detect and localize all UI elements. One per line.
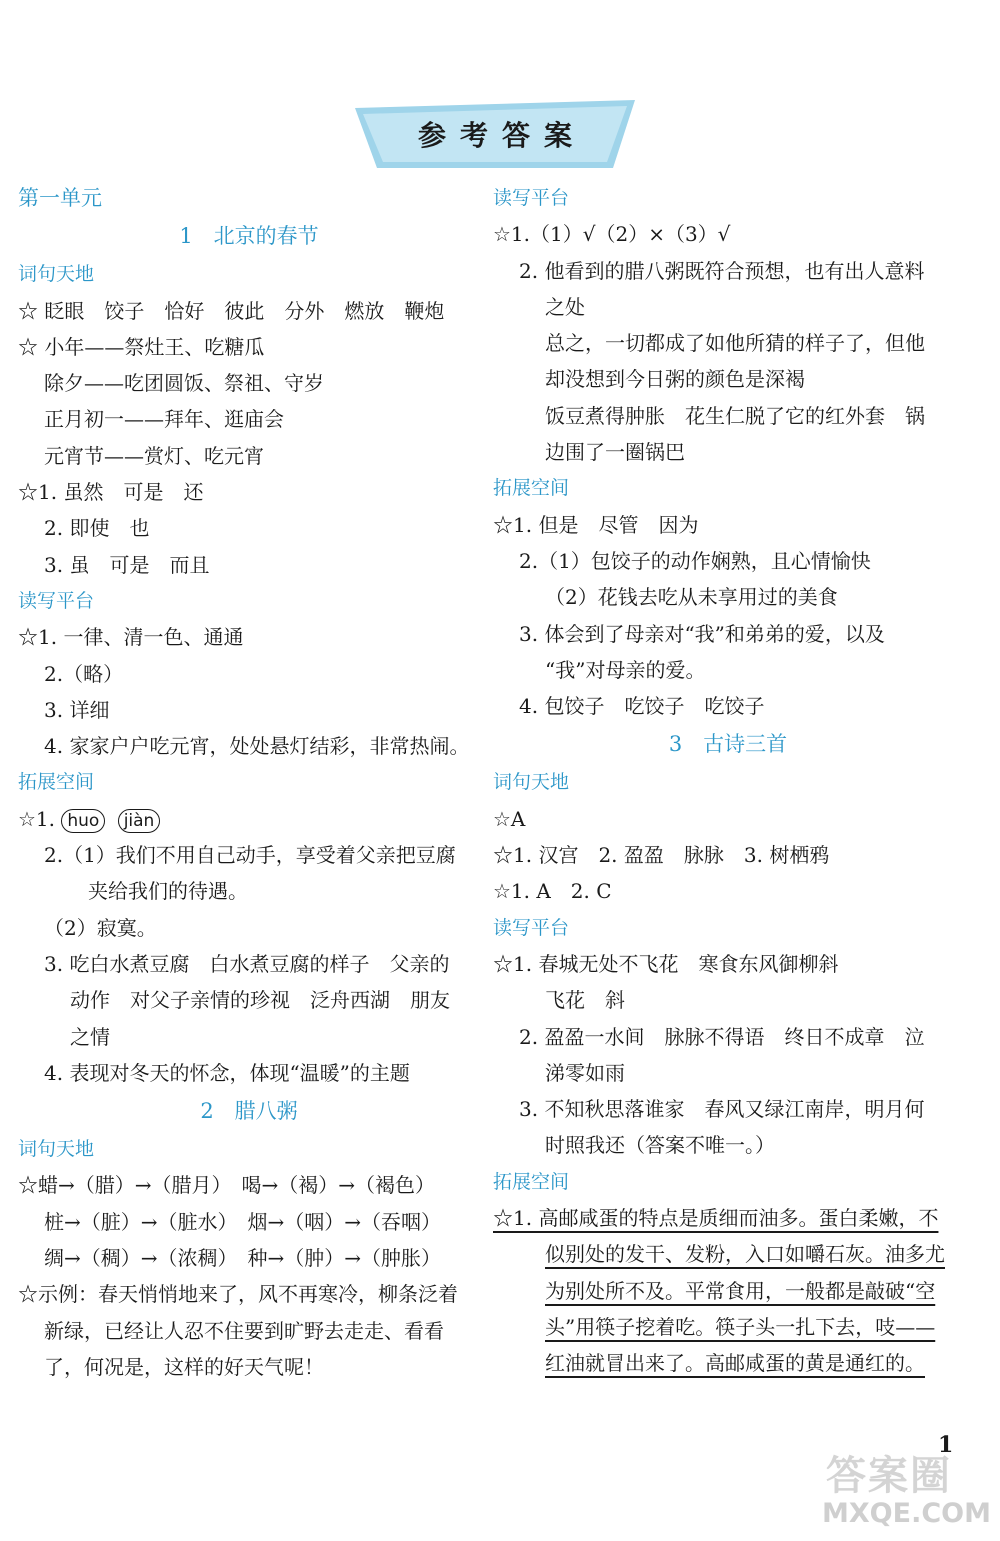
answer-line: 3. 详细: [44, 697, 110, 722]
answer-line: 除夕——吃团圆饭、祭祖、守岁: [44, 371, 324, 396]
answer-line: ☆1. 汉宫 2. 盈盈 脉脉 3. 树栖鸦: [493, 843, 830, 868]
answer-line: 头”用筷子挖着吃。筷子头一扎下去，吱——: [545, 1314, 936, 1339]
section-heading: 词句天地: [18, 263, 95, 286]
section-heading: 读写平台: [493, 916, 570, 939]
answer-line: 却没想到今日粥的颜色是深褐: [545, 367, 805, 392]
answer-line: ☆1. 一律、清一色、通通: [18, 625, 244, 650]
answer-line: 4. 包饺子 吃饺子 吃饺子: [519, 694, 765, 719]
answer-line: 红油就冒出来了。高邮咸蛋的黄是通红的。: [545, 1351, 925, 1376]
answer-line: 3. 吃白水煮豆腐 白水煮豆腐的样子 父亲的: [44, 951, 450, 976]
watermark-logo: [822, 1440, 992, 1535]
answer-line: 2. 盈盈一水间 脉脉不得语 终日不成章 泣: [519, 1024, 925, 1049]
answer-line: 涕零如雨: [545, 1060, 625, 1085]
answer-line: （2）寂寞。: [44, 915, 157, 940]
answer-line: 之处: [545, 294, 585, 319]
answer-prefix: ☆1.: [18, 806, 56, 831]
answer-line: ☆A: [493, 806, 526, 831]
answer-line: 2.（略）: [44, 661, 124, 686]
watermark-text-top: 答案圈: [826, 1453, 952, 1499]
pinyin-circled: jiàn: [118, 809, 161, 833]
answer-line: ☆1. A 2. C: [493, 879, 612, 904]
answer-line: ☆1. 虽然 可是 还: [18, 480, 204, 505]
answer-line: 2.（1）我们不用自己动手，享受着父亲把豆腐: [44, 843, 456, 868]
answer-line: ☆蜡→（腊）→（腊月） 喝→（褐）→（褐色）: [18, 1173, 436, 1198]
unit-heading: 第一单元: [18, 186, 102, 210]
answer-line: 2. 即使 也: [44, 516, 150, 541]
lesson-1-title: 1 北京的春节: [179, 224, 319, 249]
answer-line: 4. 表现对冬天的怀念，体现“温暖”的主题: [44, 1060, 410, 1085]
answer-line: 4. 家家户户吃元宵，处处悬灯结彩，非常热闹。: [44, 734, 470, 759]
answer-line: “我”对母亲的爱。: [545, 657, 706, 682]
lesson-3-title: 3 古诗三首: [668, 732, 788, 757]
lesson-2-title: 2 腊八粥: [200, 1099, 298, 1124]
section-heading: 拓展空间: [18, 771, 95, 794]
answer-line: 总之，一切都成了如他所猜的样子了，但他: [545, 331, 925, 356]
answer-line: 正月初一——拜年、逛庙会: [44, 407, 284, 432]
answer-line: 元宵节——赏灯、吃元宵: [44, 443, 264, 468]
right-column: [493, 180, 963, 1382]
answer-line: 夹给我们的待遇。: [88, 879, 248, 904]
section-heading: 拓展空间: [493, 1170, 570, 1193]
answer-line: 边围了一圈锅巴: [545, 440, 685, 465]
answer-line: ☆1.（1）√（2）×（3）√: [493, 222, 731, 247]
answer-line: 2.（1）包饺子的动作娴熟，且心情愉快: [519, 548, 871, 573]
answer-line-pinyin: [18, 801, 480, 837]
section-heading: 词句天地: [18, 1138, 95, 1161]
page-title: 参考答案: [417, 119, 586, 152]
answer-line: ☆示例：春天悄悄地来了，风不再寒冷，柳条泛着: [18, 1282, 458, 1307]
section-heading: 词句天地: [493, 771, 570, 794]
watermark-text-bottom: MXQE.COM: [822, 1498, 991, 1529]
answer-line: 绸→（稠）→（浓稠） 种→（肿）→（肿胀）: [44, 1246, 442, 1271]
page-number: 1: [938, 1432, 954, 1458]
answer-line: 时照我还（答案不唯一。）: [545, 1133, 775, 1158]
answer-line: （2）花钱去吃从未享用过的美食: [545, 585, 838, 610]
answer-line: 3. 虽 可是 而且: [44, 552, 210, 577]
answer-line: ☆1. 春城无处不飞花 寒食东风御柳斜: [493, 951, 839, 976]
answer-line: 新绿，已经让人忍不住要到旷野去走走、看看: [44, 1318, 444, 1343]
answer-line: 3. 体会到了母亲对“我”和弟弟的爱，以及: [519, 621, 885, 646]
answer-line: ☆ 眨眼 饺子 恰好 彼此 分外 燃放 鞭炮: [18, 298, 445, 323]
answer-line: 之情: [70, 1024, 110, 1049]
left-column: [18, 180, 480, 1385]
answer-line: 2. 他看到的腊八粥既符合预想，也有出人意料: [519, 258, 925, 283]
answer-line: ☆1. 但是 尽管 因为: [493, 512, 699, 537]
answer-line: ☆1. 高邮咸蛋的特点是质细而油多。蛋白柔嫩，不: [493, 1206, 939, 1231]
answer-line: 桩→（脏）→（脏水） 烟→（咽）→（吞咽）: [44, 1209, 442, 1234]
answer-line: 为别处所不及。平常食用，一般都是敲破“空: [545, 1278, 936, 1303]
title-banner: [355, 100, 635, 168]
answer-line: 飞花 斜: [545, 988, 625, 1013]
answer-line: 动作 对父子亲情的珍视 泛舟西湖 朋友: [70, 988, 450, 1013]
answer-line: 了，何况是，这样的好天气呢！: [44, 1354, 324, 1379]
section-heading: 读写平台: [18, 589, 95, 612]
section-heading: 读写平台: [493, 187, 570, 209]
answer-line: ☆ 小年——祭灶王、吃糖瓜: [18, 334, 265, 359]
answer-line: 3. 不知秋思落谁家 春风又绿江南岸，明月何: [519, 1097, 925, 1122]
answer-line: 似别处的发干、发粉，入口如嚼石灰。油多尤: [545, 1242, 945, 1267]
answer-line: 饭豆煮得肿胀 花生仁脱了它的红外套 锅: [545, 403, 925, 428]
section-heading: 拓展空间: [493, 477, 570, 500]
pinyin-circled: huo: [61, 809, 105, 833]
